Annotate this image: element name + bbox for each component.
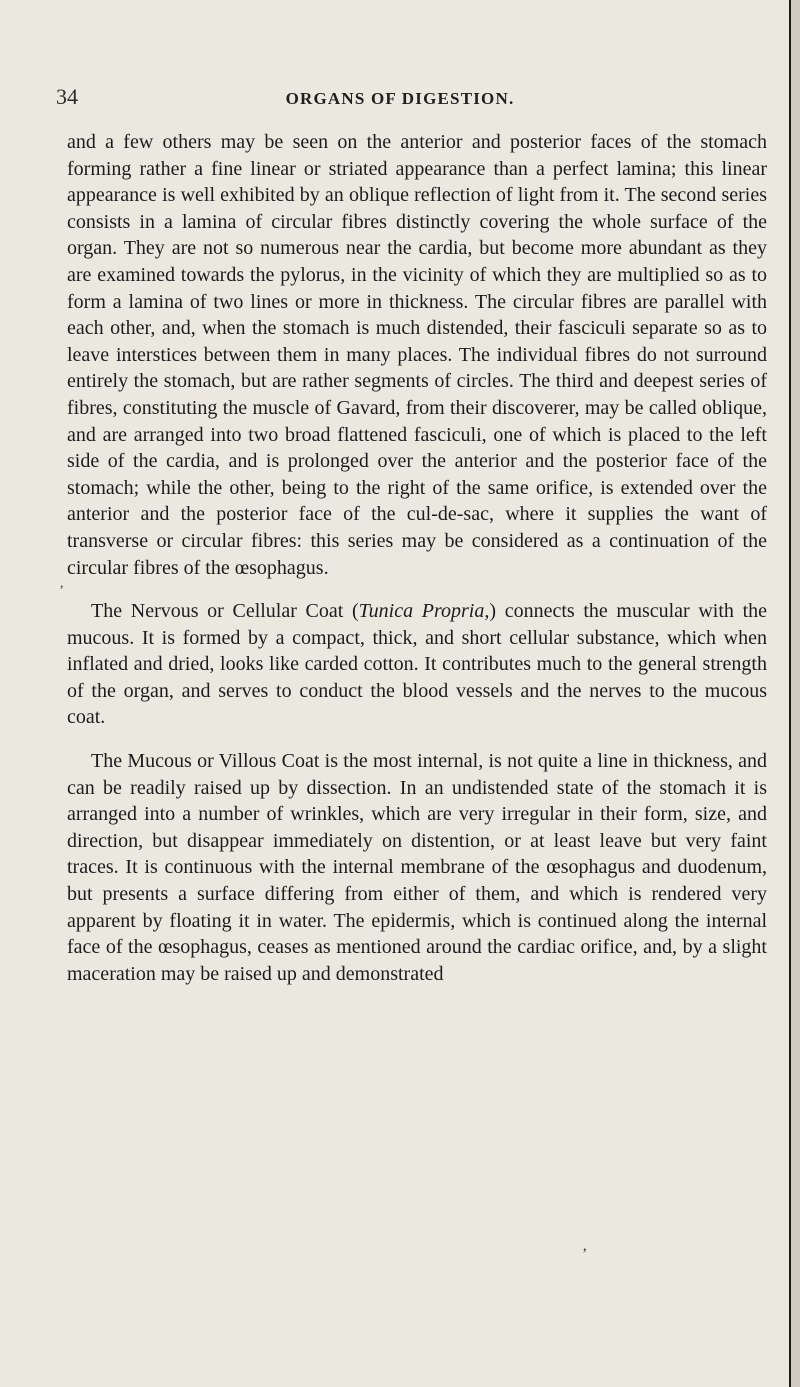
paragraph-mucous-coat: The Mucous or Villous Coat is the most internal, is not quite a line in thickness, and can be readily raised up by dissection. In an undistended state of the stomach it is arranged into a number of wrinkles, which are very irregular in their form, size, and direction, but disappear immediately on distention, or at least leave but very faint traces. It is continuous with the internal membrane of the œsophagus and duodenum, but presents a surface differing from either of them, and which is rendered very apparent by floating it in water. The epidermis, which is continued along the internal face of the œsophagus, ceases as mentioned around the cardiac orifice, and, by a slight maceration may be raised up and demonstrated	[67, 750, 767, 985]
page-binding-line	[789, 0, 791, 1387]
paragraph-nervous-coat-lead: The Nervous or Cellular Coat (	[91, 600, 359, 623]
page-number: 34	[56, 84, 78, 109]
paragraph-nervous-coat	[67, 598, 767, 731]
running-head: ORGANS OF DIGESTION.	[285, 89, 515, 108]
page-edge	[790, 0, 800, 1387]
stray-mark: ,	[60, 576, 64, 591]
body-text	[67, 129, 767, 987]
paragraph-muscular-coat: and a few others may be seen on the anterior and posterior faces of the stomach forming rather a fine linear or striated appearance than a perfect lamina; this linear appearance is well exhibited by an oblique reflection of light from it. The second series consists in a lamina of circular fibres distinctly covering the whole surface of the organ. They are not so numerous near the cardia, but become more abundant as they are examined towards the pylorus, in the vicinity of which they are multiplied so as to form a lamina of two lines or more in thickness. The circular fibres are parallel with each other, and, when the stomach is much distended, their fasciculi separate so as to leave interstices between them in many places. The individual fibres do not surround entirely the stomach, but are rather segments of circles. The third and deepest series of fibres, constituting the muscle of Gavard, from their discoverer, may be called oblique, and are arranged into two broad flattened fasciculi, one of which is placed to the left side of the cardia, and is prolonged over the anterior and the posterior face of the stomach; while the other, being to the right of the same orifice, is extended over the anterior and the posterior face of the cul-de-sac, where it supplies the want of transverse or circular fibres: this series may be considered as a continuation of the circular fibres of the œsophagus.	[67, 131, 767, 579]
stray-mark-bottom: ’	[582, 1246, 588, 1263]
tunica-propria-term: Tunica Propria,	[358, 600, 490, 623]
paragraph-nervous-coat-rest: ) connects the muscular with the mucous. It is formed by a compact, thick, and short cellular substance, which when inflated and dried, looks like carded cotton. It contributes much to the general strength of the organ, and serves to conduct the blood vessels and the nerves to the mucous coat.	[67, 600, 768, 729]
